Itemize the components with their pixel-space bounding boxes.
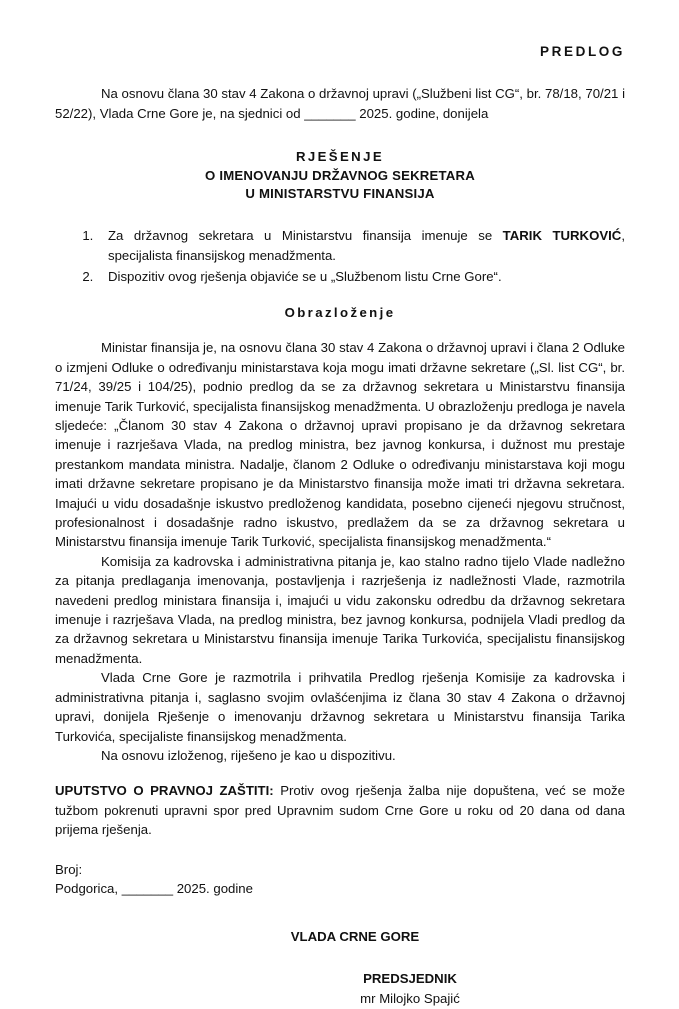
- intro-paragraph: Na osnovu člana 30 stav 4 Zakona o državnoj upravi („Službeni list CG“, br. 78/18, 70/21 i 52/22), Vlada Crne Gore je, na sjednici od _______ 2025. godine, donijela: [55, 86, 625, 121]
- explanation-paragraph-4: Na osnovu izloženog, riješeno je kao u dispozitivu.: [101, 747, 396, 763]
- document-content: [55, 0, 625, 1009]
- legal-notice-text: Protiv ovog rješenja žalba nije dopuštena, već se može tužbom pokrenuti upravni spor pred Upravnim sudom Crne Gore u roku od 20 dana od dana prijema rješenja.: [55, 783, 625, 838]
- document-header-label: PREDLOG: [540, 44, 625, 59]
- explanation-paragraph-3: Vlada Crne Gore je razmotrila i prihvatila Predlog rješenja Komisije za kadrovska i administrativna pitanja i, saglasno svojim ovlašćenjima iz člana 30 stav 4 Zakona o državnoj upravi, donijela Rješenje o imenovanju državnog sekretara u Ministarstvu finansija Tarika Turkovića, specijaliste finansijskog menadžmenta.: [55, 670, 625, 744]
- explanation-paragraph-2: Komisija za kadrovska i administrativna pitanja je, kao stalno radno tijelo Vlade nadležno za pitanja predlaganja imenovanja, postavljenja i razrješenja iz nadležnosti Vlade, razmotrila navedeni predlog ministara finansija i, imajući u vidu zakonsku odredbu da državnog sekretara imenuje i razrješava Vlada, na predlog ministra, bez javnog konkursa, podnijela Vladi predlog da za državnog sekretara u Ministarstvu finansija imenuje Tarika Turkovića, specijalistu finansijskog menadžmenta.: [55, 553, 625, 666]
- dispositive-item-1-post: , specijalista finansijskog menadžmenta.: [108, 227, 625, 263]
- document-meta: [55, 860, 625, 900]
- title-line-subject: O IMENOVANJU DRŽAVNOG SEKRETARA: [205, 167, 475, 183]
- signature-government: VLADA CRNE GORE: [290, 929, 420, 945]
- list-item: [97, 226, 625, 266]
- legal-notice: [55, 781, 625, 839]
- dispositive-item-2: Dispozitiv ovog rješenja objaviće se u „Službenom listu Crne Gore“.: [108, 268, 502, 284]
- signature-block: [55, 969, 625, 1009]
- document-title: [55, 148, 625, 204]
- appointee-name: TARIK TURKOVIĆ: [502, 227, 622, 243]
- explanation-heading: Obrazloženje: [284, 305, 396, 321]
- dispositive-list: [55, 226, 625, 286]
- list-item: [97, 267, 625, 287]
- explanation-paragraph-1: Ministar finansija je, na osnovu člana 30 stav 4 Zakona o državnoj upravi i člana 2 Odluke o izmjeni Odluke o određivanju ministarstava koja mogu imati državne sekretare („Sl. list CG“, br. 71/24, 39/25 i 104/25), podnio predlog da se za državnog sekretara u Ministarstvu finansija imenuje Tarik Turković, specijalista finansijskog menadžmenta. U obrazloženju predloga je navela sljedeće: „Članom 30 stav 4 Zakona o državnoj upravi propisano je da državnog sekretara imenuje i razrješava Vlada, na predlog ministra, bez javnog konkursa, i dužnost mu prestaje prestankom mandata ministra. Nadalje, članom 2 Odluke o određivanju ministarstava koji mogu imati državne sekretare propisano je da Ministarstvo finansija može imati tri državna sekretara. Imajući u vidu dosadašnje iskustvo predloženog kandidata, posebno cijeneći njegovu stručnost, profesionalnost i dosadašnje radno iskustvo, predlažem da se za državnog sekretara u Ministarstvu finansija imenuje Tarik Turković, specijalista finansijskog menadžmenta.“: [55, 340, 625, 550]
- signature-role: PREDSJEDNIK: [363, 971, 457, 987]
- signature-name: mr Milojko Spajić: [360, 990, 460, 1006]
- title-line-ministry: U MINISTARSTVU FINANSIJA: [245, 186, 435, 202]
- legal-notice-label: UPUTSTVO O PRAVNOJ ZAŠTITI:: [55, 783, 274, 799]
- title-line-rjesenje: RJEŠENJE: [295, 148, 385, 164]
- document-number-label: Broj:: [55, 861, 83, 877]
- document-place-date: Podgorica, _______ 2025. godine: [55, 881, 253, 897]
- dispositive-item-1-pre: Za državnog sekretara u Ministarstvu finansija imenuje se: [108, 227, 503, 243]
